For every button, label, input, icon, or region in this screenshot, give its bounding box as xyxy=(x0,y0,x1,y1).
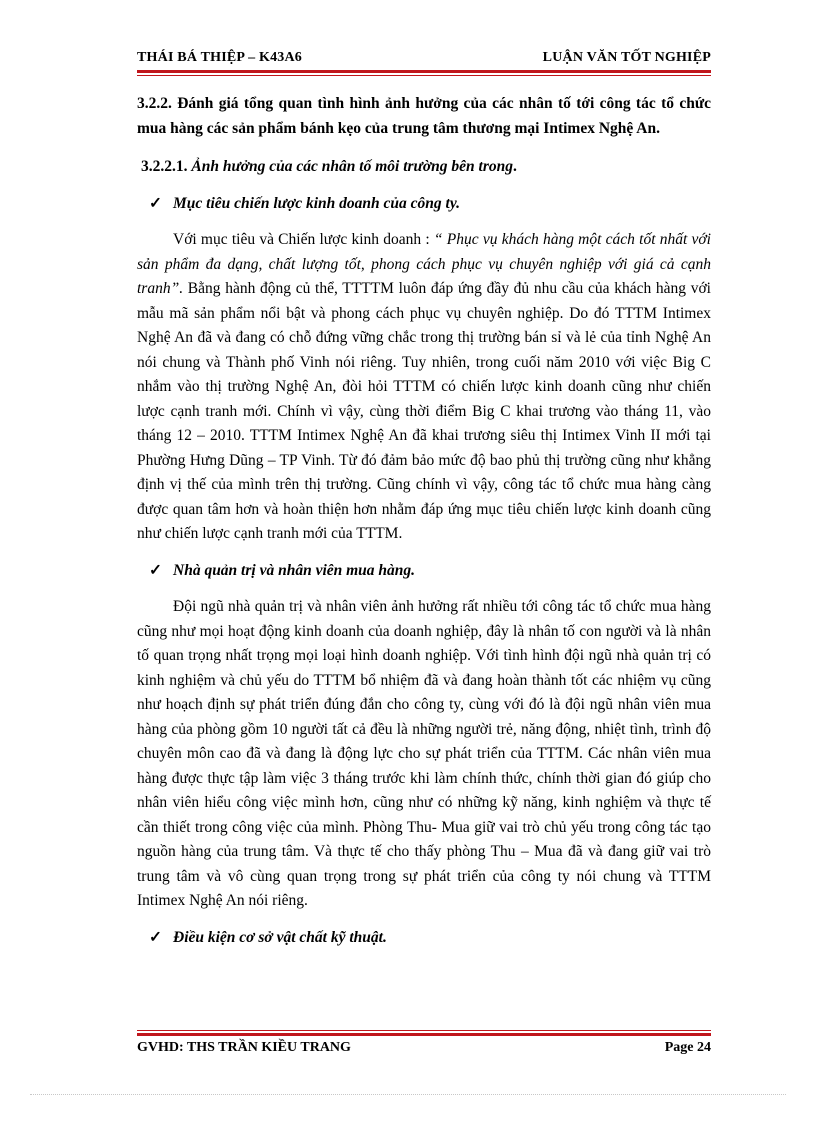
footer-rule-thick xyxy=(137,1033,711,1036)
paragraph-staff: Đội ngũ nhà quản trị và nhân viên ảnh hưởng rất nhiều tới công tác tổ chức mua hàng cũng như mọi hoạt động kinh doanh của doanh nghiệp, đây là nhân tố con người và là nhân tố quan trọng nhất trọng mọi loại hình doanh nghiệp. Với tình hình đội ngũ nhà quản trị có kinh nghiệm và chủ yếu do TTTM bổ nhiệm đã và đang hoàn thành tốt các nhiệm vụ cũng như hoạch định sự phát triển đúng đắn cho công ty, cùng với đó là đội ngũ nhân viên mua hàng của phòng gồm 10 người tất cả đều là những người trẻ, năng động, nhiệt tình, trình độ chuyên môn cao đã và đang là động lực cho sự phát triển của TTTM. Các nhân viên mua hàng được thực tập làm việc 3 tháng trước khi làm chính thức, chính thời gian đó giúp cho nhân viên hiểu công việc mình hơn, cũng như có những kỹ năng, kinh nghiệm và thực tế cần thiết trong công việc của mình. Phòng Thu- Mua giữ vai trò chủ yếu trong công tác tạo nguồn hàng của trung tâm. Và thực tế cho thấy phòng Thu – Mua đã và đang giữ vai trò trung tâm và vô cùng quan trọng trong sự phát triển của công ty nói chung và TTTM Intimex Nghệ An nói riêng. xyxy=(137,598,711,909)
bullet-staff xyxy=(149,559,711,584)
subsection-heading xyxy=(141,155,711,180)
subsection-dot: . xyxy=(513,158,517,175)
subsection-number: 3.2.2.1. xyxy=(141,158,188,175)
bullet-staff-label: Nhà quản trị và nhân viên mua hàng. xyxy=(173,561,416,579)
paragraph-strategy-quote: “ Phục vụ khách hàng một cách tốt nhất với sản phẩm đa dạng, chất lượng tốt, phong cách phục vụ chuyên nghiệp với giá cả cạnh tranh”. xyxy=(137,231,711,297)
section-heading: 3.2.2. Đánh giá tổng quan tình hình ảnh hưởng của các nhân tố tới công tác tổ chức mua hàng các sản phẩm bánh kẹo của trung tâm thương mại Intimex Nghệ An. xyxy=(137,95,711,137)
page-header xyxy=(137,48,711,68)
paragraph-strategy-body: Bằng hành động củ thể, TTTTM luôn đáp ứng đầy đủ nhu cầu của khách hàng với mẫu mã sản phẩm nổi bật và phong cách phục vụ chuyên nghiệp. Do đó TTTM Intimex Nghệ An đã và đang có chỗ đứng vững chắc trong thị trường bán sỉ và lẻ của tỉnh Nghệ An nói chung và Thành phố Vinh nói riêng. Tuy nhiên, trong cuối năm 2010 với việc Big C nhắm vào thị trường Nghệ An, đòi hỏi TTTM có chiến lược kinh doanh cũng như chiến lược cạnh tranh mới. Chính vì vậy, cùng thời điểm Big C khai trương vào tháng 11, vào tháng 12 – 2010. TTTM Intimex Nghệ An đã khai trương siêu thị Intimex Vinh II mới tại Phường Hưng Dũng – TP Vinh. Từ đó đảm bảo mức độ bao phủ thị trường cũng như khẳng định vị thế của mình trên thị trường. Cũng chính vì vậy, công tác tổ chức mua hàng càng được quan tâm hơn và hoàn thiện hơn nhằm đáp ứng mục tiêu chiến lược kinh doanh cũng như chiến lược cạnh tranh mới của TTTM. xyxy=(137,280,711,542)
subsection-title: Ảnh hưởng của các nhân tố môi trường bên trong xyxy=(191,158,513,175)
paragraph-strategy xyxy=(137,228,711,547)
checkmark-icon: ✓ xyxy=(149,928,162,946)
header-rule-thin xyxy=(137,75,711,76)
footer-rule-thin xyxy=(137,1030,711,1031)
paragraph-strategy-lead: Với mục tiêu và Chiến lược kinh doanh : xyxy=(173,231,434,248)
checkmark-icon: ✓ xyxy=(149,561,162,579)
bullet-facilities-label: Điều kiện cơ sở vật chất kỹ thuật. xyxy=(173,928,387,946)
header-rule-thick xyxy=(137,70,711,73)
footer-advisor: GVHD: THS TRẦN KIỀU TRANG xyxy=(137,1040,351,1055)
bullet-strategy xyxy=(149,192,711,217)
bullet-strategy-label: Mục tiêu chiến lược kinh doanh của công ty. xyxy=(173,194,461,212)
page-body xyxy=(137,92,711,950)
page-bottom-divider xyxy=(30,1094,786,1096)
bullet-facilities xyxy=(149,926,711,951)
page-footer xyxy=(137,1040,711,1060)
header-author: THÁI BÁ THIỆP – K43A6 xyxy=(137,50,302,65)
checkmark-icon: ✓ xyxy=(149,194,162,212)
header-doc-type: LUẬN VĂN TỐT NGHIỆP xyxy=(542,50,711,65)
page-number: Page 24 xyxy=(664,1040,711,1055)
